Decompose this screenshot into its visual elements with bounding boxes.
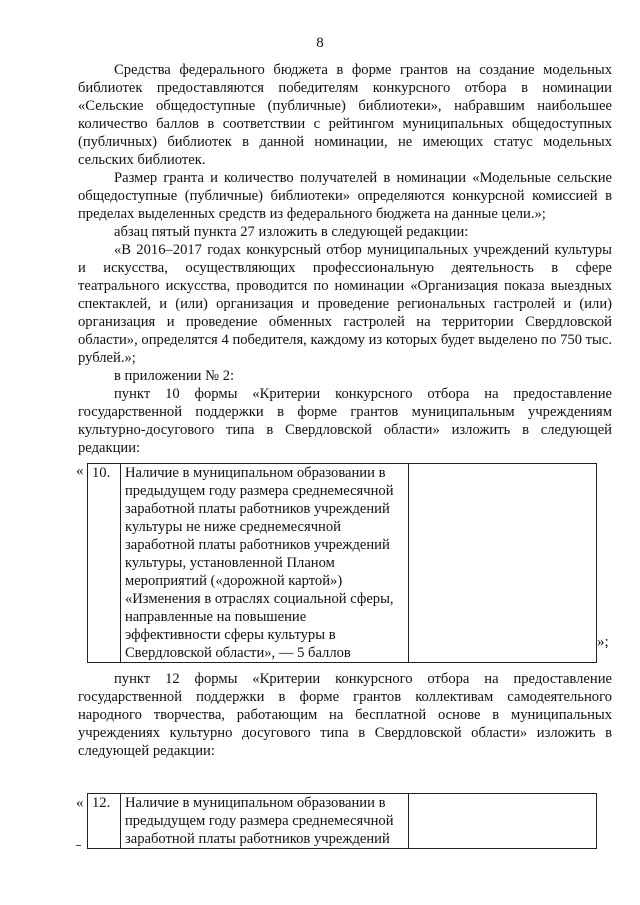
table-cell-criterion: Наличие в муниципальном образовании в предыдущем году размера среднемесячной заработной платы работников учреждений культуры не ниже среднемесячной заработной платы работников учреждений культуры, установленной Планом мероприятий («дорожной картой») «Изменения в отраслях социальной сферы, направленные на повышение эффективности сферы культуры в Свердловской области», — 5 баллов	[120, 464, 408, 663]
page-number: 8	[316, 35, 324, 51]
table-row	[88, 464, 597, 663]
table-cell-value	[408, 794, 596, 849]
table-cell-criterion: Наличие в муниципальном образовании в предыдущем году размера среднемесячной заработной платы работников учреждений	[120, 794, 408, 849]
table-cell-number: 12.	[88, 794, 121, 849]
paragraph-2016-2017: «В 2016–2017 годах конкурсный отбор муниципальных учреждений культуры и искусства, осуществляющих профессиональную деятельность в сфере театрального искусства, проводится по номинации «Организация показа выездных спектаклей, и (или) организация и проведение региональных гастролей и (или) организация и проведение обменных гастролей на территории Свердловской области», определятся 4 победителя, каждому из которых будет выделено по 750 тыс. рублей.»;	[78, 242, 612, 366]
table-row	[88, 794, 597, 849]
paragraph-grant-size: Размер гранта и количество получателей в номинации «Модельные сельские общедоступные (публичные) библиотеки» определяются конкурсной комиссией в пределах выделенных средств из федерального бюджета на данные цели.»;	[78, 170, 612, 222]
criteria-table-10	[87, 463, 597, 663]
table1-close-quote: »;	[597, 634, 609, 650]
paragraph-federal-budget: Средства федерального бюджета в форме грантов на создание модельных библиотек предоставляются победителям конкурсного отбора в номинации «Сельские общедоступные (публичные) библиотеки», набравшим наибольшее количество баллов в соответствии с рейтингом муниципальных общедоступных (публичных) библиотек в данной номинации, не имеющих статус модельных сельских библиотек.	[78, 62, 612, 168]
margin-mark	[76, 845, 81, 846]
table-cell-number: 10.	[88, 464, 121, 663]
body-text-top	[78, 61, 612, 457]
criteria-table-12	[87, 793, 597, 849]
paragraph-abzac: абзац пятый пункта 27 изложить в следующей редакции:	[114, 224, 469, 240]
paragraph-point-10: пункт 10 формы «Критерии конкурсного отбора на предоставление государственной поддержки в форме грантов муниципальным учреждениям культурно-досугового типа в Свердловской области» изложить в следующей редакции:	[78, 386, 612, 456]
paragraph-appendix: в приложении № 2:	[114, 368, 235, 384]
table2-open-quote: «	[76, 795, 84, 811]
paragraph-point-12: пункт 12 формы «Критерии конкурсного отбора на предоставление государственной поддержки в форме грантов коллективам самодеятельного народного творчества, работающим на бесплатной основе в муниципальных учреждениях культурно досугового типа в Свердловской области» изложить в следующей редакции:	[78, 671, 612, 759]
body-text-middle	[78, 670, 612, 760]
table1-open-quote: «	[76, 463, 84, 479]
table-cell-value	[408, 464, 596, 663]
